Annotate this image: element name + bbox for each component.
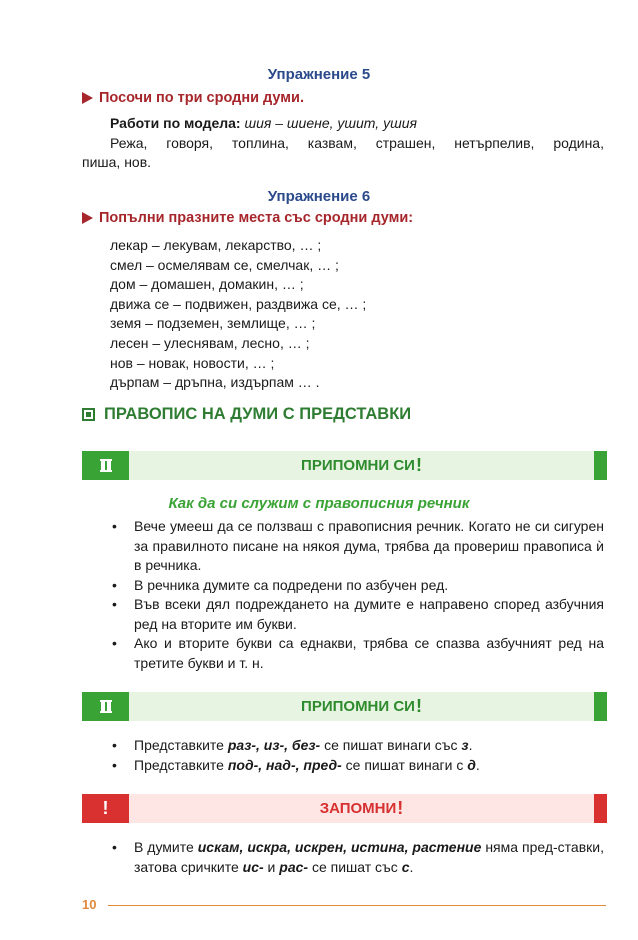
list-item: • В речника думите са подредени по азбучен ред. (110, 576, 604, 596)
list-item: • Вече умееш да се ползваш с правописния речник. Когато не си сигурен за правилното писане на някоя дума, трябва да провериш правописа ѝ в речника. (110, 517, 604, 576)
exercise-6-line: движа се – подвижен, раздвижа се, … ; (110, 296, 367, 312)
page-number: 10 (82, 897, 97, 912)
exercise-5-task (82, 90, 304, 106)
square-bullet-icon (82, 408, 95, 421)
section-heading (82, 405, 411, 424)
exclamation-icon: ! (415, 455, 422, 475)
exercise-6-line: нов – новак, новости, … ; (110, 355, 275, 371)
remember-banner-label (129, 692, 594, 721)
model-label: Работи по модела: (110, 115, 241, 131)
exercise-6-line: земя – подземен, землище, … ; (110, 315, 316, 331)
exclamation-icon: ! (415, 696, 422, 716)
exercise-5-words-line1: Режа, говоря, топлина, казвам, страшен, нетърпелив, родина, (110, 135, 604, 151)
triangle-bullet-icon (82, 212, 93, 224)
exercise-6-title: Упражнение 6 (267, 188, 371, 205)
banner-end-stripe (594, 794, 607, 823)
footer-divider (108, 905, 606, 906)
exercise-5-task-text: Посочи по три сродни думи. (99, 90, 304, 106)
memorize-list (110, 838, 604, 877)
list-item: • Представките под-, над-, пред- се пишат винаги с д. (110, 756, 604, 776)
pillar-icon (82, 692, 129, 721)
remember-label-text: ПРИПОМНИ СИ (301, 698, 415, 715)
exercise-5-title: Упражнение 5 (267, 66, 371, 83)
memorize-label-text: ЗАПОМНИ (319, 800, 397, 817)
exercise-5-model (110, 114, 417, 133)
dictionary-rules-list (110, 517, 604, 673)
exercise-6-task (82, 210, 413, 226)
prefix-rules-list (110, 736, 604, 775)
exercise-6-task-text: Попълни празните места със сродни думи: (99, 210, 414, 226)
remember-banner (82, 451, 607, 480)
triangle-bullet-icon (82, 92, 93, 104)
remember-banner (82, 692, 607, 721)
model-value: шия – шиене, ушит, ушия (244, 115, 417, 131)
list-item: • В думите искам, искра, искрен, истина, растение няма пред-ставки, затова сричките ис- и рас- се пишат със с. (110, 838, 604, 877)
list-item: • Във всеки дял подреждането на думите е направено според азбучния ред на вторите им букви. (110, 595, 604, 634)
exercise-6-line: лесен – улеснявам, лесно, … ; (110, 335, 310, 351)
exercise-6-line: дърпам – дръпна, издърпам … . (110, 374, 320, 390)
exercise-5-words-line2: пиша, нов. (82, 154, 152, 170)
section-title: ПРАВОПИС НА ДУМИ С ПРЕДСТАВКИ (104, 405, 412, 423)
list-item: • Представките раз-, из-, без- се пишат винаги със з. (110, 736, 604, 756)
remember-label-text: ПРИПОМНИ СИ (301, 457, 415, 474)
memorize-banner (82, 794, 607, 823)
exclamation-tag-icon: ! (82, 794, 129, 823)
banner-end-stripe (594, 451, 607, 480)
memorize-banner-label (129, 794, 594, 823)
exclamation-icon: ! (397, 798, 404, 818)
remember-banner-label (129, 451, 594, 480)
dictionary-subheading: Как да си служим с правописния речник (168, 495, 470, 512)
banner-end-stripe (594, 692, 607, 721)
exercise-6-line: лекар – лекувам, лекарство, … ; (110, 237, 322, 253)
exercise-6-line: дом – домашен, домакин, … ; (110, 276, 304, 292)
exercise-6-line: смел – осмелявам се, смелчак, … ; (110, 257, 339, 273)
list-item: • Ако и вторите букви са еднакви, трябва се спазва азбучният ред на третите букви и т. н. (110, 634, 604, 673)
pillar-icon (82, 451, 129, 480)
